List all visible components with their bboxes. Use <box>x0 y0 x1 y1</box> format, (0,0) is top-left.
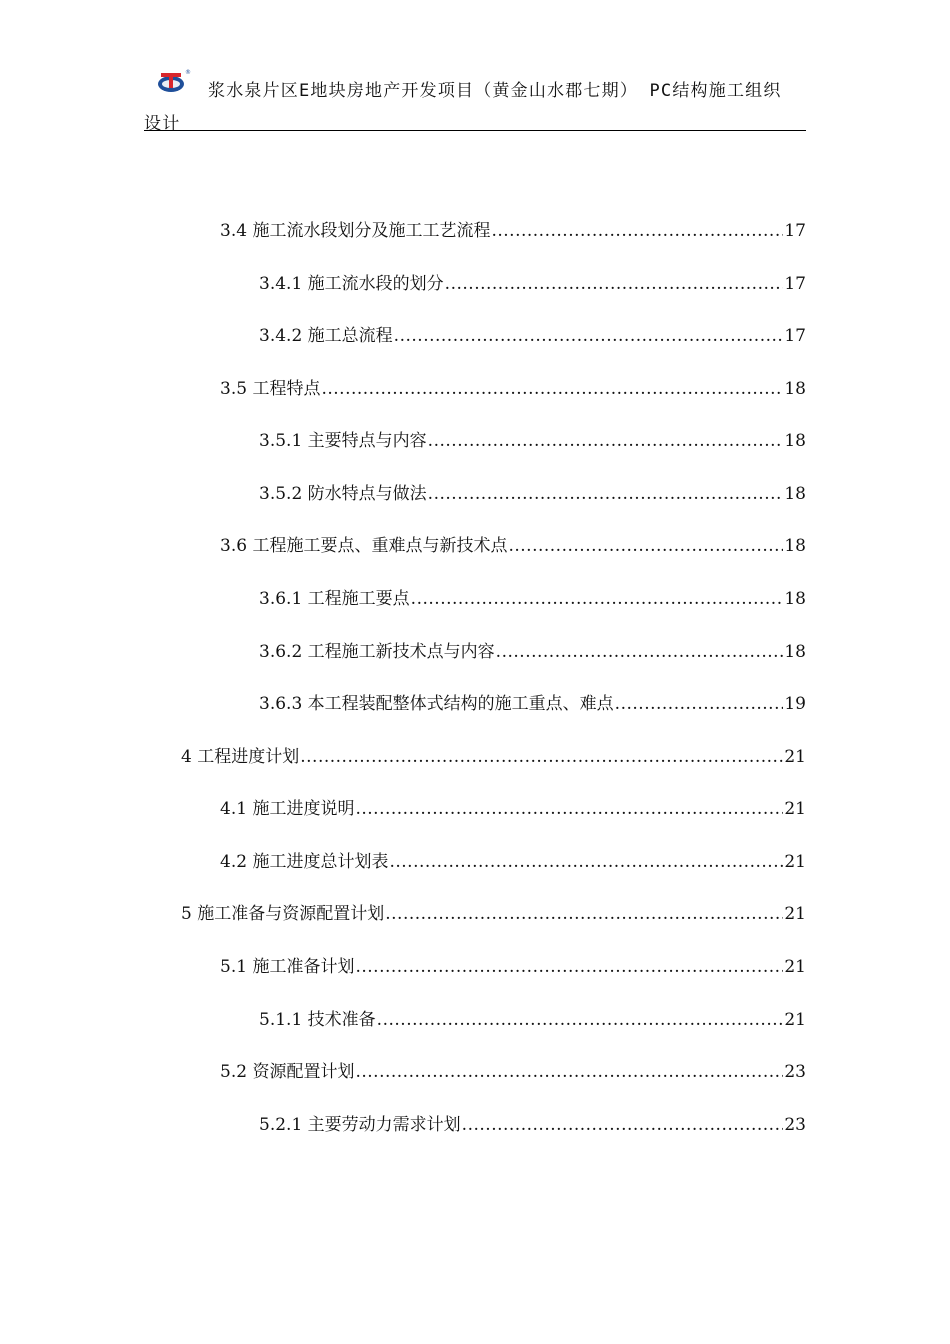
toc-dot-leader <box>491 219 783 243</box>
toc-dot-leader <box>445 272 784 296</box>
toc-dot-leader <box>496 640 784 664</box>
toc-entry[interactable] <box>220 219 806 243</box>
toc-entry-page: 17 <box>784 326 806 346</box>
toc-entry-page: 21 <box>784 799 806 819</box>
toc-entry[interactable] <box>220 534 806 558</box>
toc-entry-page: 21 <box>784 852 806 872</box>
toc-entry-page: 23 <box>784 1062 806 1082</box>
toc-entry-label: 5.1 施工准备计划 <box>220 957 355 977</box>
toc-entry[interactable] <box>259 640 806 664</box>
toc-entry-page: 21 <box>784 904 806 924</box>
toc-entry-label: 4.2 施工进度总计划表 <box>220 852 389 872</box>
toc-entry-label: 3.4 施工流水段划分及施工工艺流程 <box>220 221 491 241</box>
toc-dot-leader <box>508 534 783 558</box>
toc-entry[interactable] <box>259 1008 806 1032</box>
toc-entry-label: 4.1 施工进度说明 <box>220 799 355 819</box>
toc-entry[interactable] <box>259 482 806 506</box>
toc-entry-page: 18 <box>784 589 806 609</box>
toc-entry-page: 21 <box>784 1010 806 1030</box>
toc-entry-label: 3.4.2 施工总流程 <box>259 326 393 346</box>
page-header <box>144 66 806 134</box>
toc-entry-page: 21 <box>784 957 806 977</box>
toc-entry-page: 17 <box>784 274 806 294</box>
toc-dot-leader <box>394 324 784 348</box>
toc-entry-label: 3.5.2 防水特点与做法 <box>259 484 427 504</box>
toc-entry-page: 23 <box>784 1115 806 1135</box>
toc-dot-leader <box>462 1113 784 1137</box>
toc-dot-leader <box>355 797 783 821</box>
toc-entry[interactable] <box>259 1113 806 1137</box>
toc-dot-leader <box>355 1060 783 1084</box>
toc-entry-page: 18 <box>784 536 806 556</box>
toc-entry-label: 3.4.1 施工流水段的划分 <box>259 274 444 294</box>
toc-entry[interactable] <box>220 377 806 401</box>
toc-entry-label: 4 工程进度计划 <box>181 747 300 767</box>
toc-entry-page: 17 <box>784 221 806 241</box>
toc-dot-leader <box>385 902 783 926</box>
toc-dot-leader <box>300 745 783 769</box>
toc-entry-label: 3.6 工程施工要点、重难点与新技术点 <box>220 536 508 556</box>
toc-entry-page: 18 <box>784 379 806 399</box>
toc-entry-label: 3.6.2 工程施工新技术点与内容 <box>259 642 495 662</box>
toc-entry[interactable] <box>259 692 806 716</box>
toc-dot-leader <box>377 1008 784 1032</box>
toc-entry-label: 5 施工准备与资源配置计划 <box>181 904 385 924</box>
toc-entry-label: 3.6.1 工程施工要点 <box>259 589 410 609</box>
toc-dot-leader <box>389 850 783 874</box>
toc-entry[interactable] <box>259 587 806 611</box>
header-title-continued: 设计 <box>144 114 181 134</box>
toc-entry-page: 21 <box>784 747 806 767</box>
toc-entry-label: 5.2 资源配置计划 <box>220 1062 355 1082</box>
toc-dot-leader <box>428 429 784 453</box>
header-title: 浆水泉片区E地块房地产开发项目（黄金山水郡七期） PC结构施工组织 <box>208 81 782 101</box>
toc-entry-page: 18 <box>784 484 806 504</box>
toc-entry-label: 3.6.3 本工程装配整体式结构的施工重点、难点 <box>259 694 614 714</box>
svg-text:®: ® <box>185 69 191 76</box>
toc-entry-label: 3.5 工程特点 <box>220 379 321 399</box>
toc-entry[interactable] <box>220 955 806 979</box>
toc-dot-leader <box>428 482 784 506</box>
toc-dot-leader <box>321 377 783 401</box>
toc-entry-page: 19 <box>784 694 806 714</box>
toc-entry[interactable] <box>259 272 806 296</box>
toc-entry-page: 18 <box>784 431 806 451</box>
toc-entry[interactable] <box>220 797 806 821</box>
toc-dot-leader <box>411 587 784 611</box>
toc-entry-label: 3.5.1 主要特点与内容 <box>259 431 427 451</box>
toc-entry-page: 18 <box>784 642 806 662</box>
toc-entry-label: 5.1.1 技术准备 <box>259 1010 376 1030</box>
toc-entry[interactable] <box>181 902 806 926</box>
toc-dot-leader <box>615 692 784 716</box>
toc-entry[interactable] <box>259 324 806 348</box>
toc-entry[interactable] <box>181 745 806 769</box>
toc-entry[interactable] <box>220 850 806 874</box>
toc-entry[interactable] <box>220 1060 806 1084</box>
company-logo-icon <box>156 68 192 94</box>
toc-entry[interactable] <box>259 429 806 453</box>
toc-dot-leader <box>355 955 783 979</box>
toc-entry-label: 5.2.1 主要劳动力需求计划 <box>259 1115 461 1135</box>
